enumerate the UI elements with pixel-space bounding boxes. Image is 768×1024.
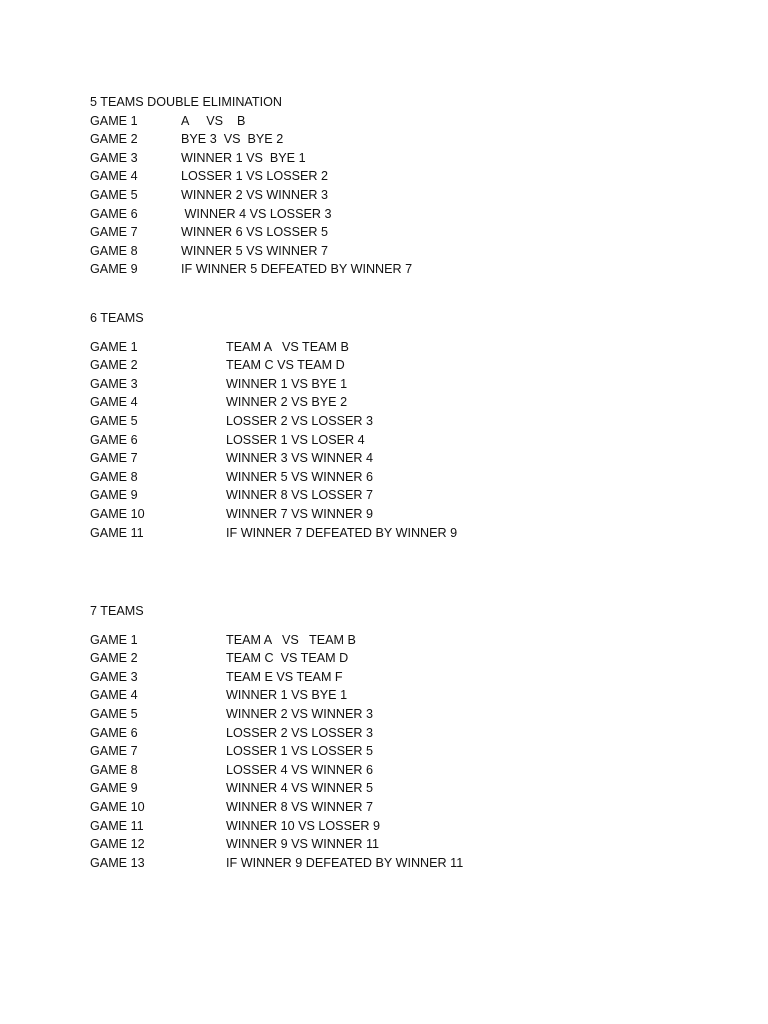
game-row: [90, 205, 332, 224]
game-match: TEAM A VS TEAM B: [226, 339, 349, 354]
game-row: [90, 631, 356, 650]
game-row: [90, 223, 328, 242]
game-match: WINNER 2 VS WINNER 3: [226, 706, 373, 721]
game-row: [90, 649, 349, 668]
game-label: GAME 6: [90, 206, 138, 221]
game-label: GAME 1: [90, 632, 138, 647]
game-match: TEAM E VS TEAM F: [226, 669, 343, 684]
game-label: GAME 7: [90, 451, 138, 466]
game-row: [90, 742, 373, 761]
game-match: LOSSER 4 VS WINNER 6: [226, 762, 373, 777]
game-row: [90, 761, 373, 780]
game-label: GAME 8: [90, 469, 138, 484]
game-label: GAME 3: [90, 150, 138, 165]
game-row: [90, 149, 306, 168]
game-row: [90, 242, 328, 261]
game-match: TEAM C VS TEAM D: [226, 358, 345, 373]
section-6-teams: [90, 309, 458, 542]
game-match: WINNER 2 VS WINNER 3: [181, 187, 328, 202]
game-row: [90, 835, 380, 854]
game-label: GAME 9: [90, 262, 138, 277]
game-row: [90, 524, 458, 543]
game-row: [90, 779, 373, 798]
game-label: GAME 9: [90, 488, 138, 503]
game-match: TEAM C VS TEAM D: [226, 651, 349, 666]
game-match: WINNER 3 VS WINNER 4: [226, 451, 373, 466]
game-row: [90, 375, 348, 394]
game-label: GAME 7: [90, 225, 138, 240]
game-row: [90, 356, 345, 375]
game-match: WINNER 2 VS BYE 2: [226, 395, 348, 410]
section-title: 7 TEAMS: [90, 604, 144, 618]
game-label: GAME 12: [90, 837, 145, 852]
game-row: [90, 505, 373, 524]
game-label: GAME 2: [90, 651, 138, 666]
game-label: GAME 5: [90, 187, 138, 202]
game-match: WINNER 6 VS LOSSER 5: [181, 225, 328, 240]
section-5-teams: [90, 93, 413, 279]
game-label: GAME 3: [90, 669, 138, 684]
game-label: GAME 4: [90, 395, 138, 410]
game-row: [90, 260, 413, 279]
game-match: LOSSER 1 VS LOSSER 5: [226, 744, 373, 759]
game-match: LOSSER 1 VS LOSER 4: [226, 432, 365, 447]
game-row: [90, 412, 373, 431]
game-match: WINNER 8 VS LOSSER 7: [226, 488, 373, 503]
game-label: GAME 13: [90, 855, 145, 870]
game-row: [90, 431, 365, 450]
game-label: GAME 3: [90, 376, 138, 391]
game-match: WINNER 4 VS WINNER 5: [226, 781, 373, 796]
game-match: WINNER 1 VS BYE 1: [226, 376, 348, 391]
game-label: GAME 10: [90, 799, 145, 814]
game-row: [90, 393, 348, 412]
game-row: [90, 112, 282, 131]
game-match: TEAM A VS TEAM B: [226, 632, 356, 647]
game-list: [90, 631, 464, 873]
game-row: [90, 724, 373, 743]
game-label: GAME 11: [90, 525, 144, 540]
game-row: [90, 817, 380, 836]
game-row: [90, 705, 373, 724]
game-match: A VS B: [181, 113, 246, 128]
game-label: GAME 7: [90, 744, 138, 759]
game-match: WINNER 1 VS BYE 1: [181, 150, 306, 165]
game-row: [90, 798, 373, 817]
game-match: WINNER 5 VS WINNER 7: [181, 243, 328, 258]
game-match: IF WINNER 7 DEFEATED BY WINNER 9: [226, 525, 458, 540]
game-match: IF WINNER 9 DEFEATED BY WINNER 11: [226, 855, 464, 870]
game-match: LOSSER 2 VS LOSSER 3: [226, 413, 373, 428]
game-match: WINNER 5 VS WINNER 6: [226, 469, 373, 484]
game-row: [90, 338, 349, 357]
game-label: GAME 6: [90, 725, 138, 740]
game-row: [90, 468, 373, 487]
game-label: GAME 9: [90, 781, 138, 796]
game-match: LOSSER 1 VS LOSSER 2: [181, 169, 328, 184]
game-match: LOSSER 2 VS LOSSER 3: [226, 725, 373, 740]
game-label: GAME 1: [90, 339, 138, 354]
game-label: GAME 1: [90, 113, 138, 128]
game-row: [90, 449, 373, 468]
game-label: GAME 8: [90, 762, 138, 777]
game-match: WINNER 10 VS LOSSER 9: [226, 818, 380, 833]
game-match: BYE 3 VS BYE 2: [181, 132, 284, 147]
game-label: GAME 2: [90, 132, 138, 147]
game-row: [90, 486, 373, 505]
game-label: GAME 2: [90, 358, 138, 373]
game-label: GAME 5: [90, 413, 138, 428]
section-title: 6 TEAMS: [90, 311, 144, 325]
game-match: WINNER 4 VS LOSSER 3: [181, 206, 332, 221]
section-7-teams: [90, 602, 464, 872]
game-match: WINNER 7 VS WINNER 9: [226, 506, 373, 521]
game-row: [90, 186, 328, 205]
game-label: GAME 5: [90, 706, 138, 721]
game-match: IF WINNER 5 DEFEATED BY WINNER 7: [181, 262, 413, 277]
game-row: [90, 854, 464, 873]
game-label: GAME 6: [90, 432, 138, 447]
game-row: [90, 167, 328, 186]
game-label: GAME 10: [90, 506, 145, 521]
game-label: GAME 4: [90, 688, 138, 703]
game-row: [90, 130, 282, 149]
game-match: WINNER 8 VS WINNER 7: [226, 799, 373, 814]
game-match: WINNER 1 VS BYE 1: [226, 688, 348, 703]
game-match: WINNER 9 VS WINNER 11: [226, 837, 380, 852]
game-list: [90, 338, 458, 543]
section-title: 5 TEAMS DOUBLE ELIMINATION: [90, 95, 282, 109]
game-row: [90, 686, 348, 705]
game-label: GAME 4: [90, 169, 138, 184]
game-label: GAME 11: [90, 818, 144, 833]
game-list: [90, 112, 413, 279]
game-row: [90, 668, 343, 687]
game-label: GAME 8: [90, 243, 138, 258]
